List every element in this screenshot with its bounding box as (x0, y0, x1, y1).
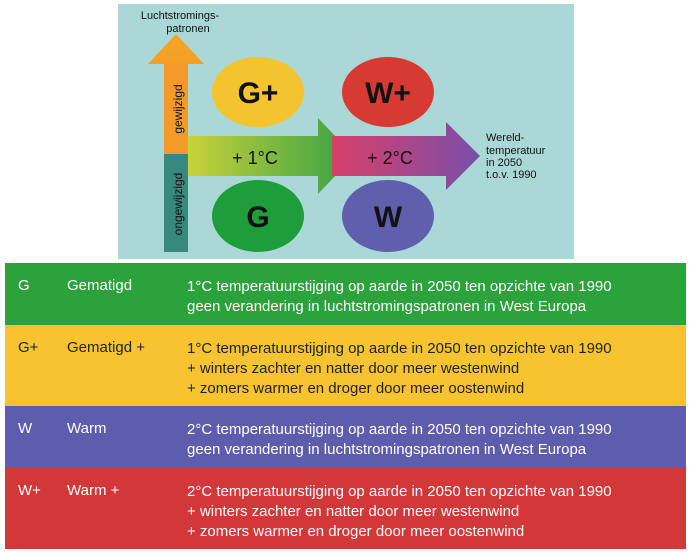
quadrant-w-label: W (373, 201, 403, 234)
x-axis-label-line: temperatuur (486, 145, 546, 157)
scenario-code: G+ (18, 339, 39, 356)
scenario-code: W+ (18, 482, 41, 499)
x-axis-label-line: Wereld- (486, 132, 525, 144)
description-line: + zomers warmer en droger door meer oostenwind (187, 523, 525, 540)
quadrant-g-plus-label: G+ (237, 77, 279, 110)
scenario-code: W (18, 420, 33, 437)
scenario-name: Warm + (67, 482, 120, 499)
x-mid-label-2: + 2°C (367, 148, 413, 168)
scenario-name: Warm (67, 420, 107, 437)
scenario-code: G (18, 277, 30, 294)
scenario-description (187, 420, 612, 460)
scenario-description (187, 482, 612, 542)
scenario-row-g (5, 263, 686, 325)
scenario-name: Gematigd (67, 277, 133, 294)
description-line: + winters zachter en natter door meer westenwind (187, 360, 520, 377)
scenario-row-w (5, 406, 686, 468)
description-line: 1°C temperatuurstijging op aarde in 2050 ten opzichte van 1990 (187, 340, 612, 357)
description-line: 2°C temperatuurstijging op aarde in 2050 ten opzichte van 1990 (187, 421, 612, 438)
x-axis-label-line: in 2050 (486, 157, 523, 169)
y-upper-label: gewijzigd (171, 84, 185, 134)
y-lower-label: ongewijzigd (171, 172, 185, 236)
x-mid-label-1: + 1°C (232, 148, 278, 168)
y-axis-label-line2: patronen (166, 23, 210, 35)
description-line: geen verandering in luchtstromingspatronen in West Europa (187, 298, 587, 315)
description-line: 1°C temperatuurstijging op aarde in 2050 ten opzichte van 1990 (187, 278, 612, 295)
scenario-description (187, 277, 612, 317)
description-line: + zomers warmer en droger door meer oostenwind (187, 380, 525, 397)
scenario-diagram (118, 4, 574, 259)
y-axis-label-line1: Luchtstromings- (140, 10, 220, 22)
scenario-description (187, 339, 612, 399)
x-axis-label-line: t.o.v. 1990 (486, 169, 537, 181)
scenario-name: Gematigd + (67, 339, 145, 356)
scenario-row-w-plus (5, 468, 686, 549)
description-line: geen verandering in luchtstromingspatronen in West Europa (187, 441, 587, 458)
scenario-row-g-plus (5, 325, 686, 406)
description-line: + winters zachter en natter door meer westenwind (187, 503, 520, 520)
quadrant-g-label: G (246, 201, 270, 234)
quadrant-w-plus-label: W+ (365, 77, 411, 110)
description-line: 2°C temperatuurstijging op aarde in 2050 ten opzichte van 1990 (187, 483, 612, 500)
